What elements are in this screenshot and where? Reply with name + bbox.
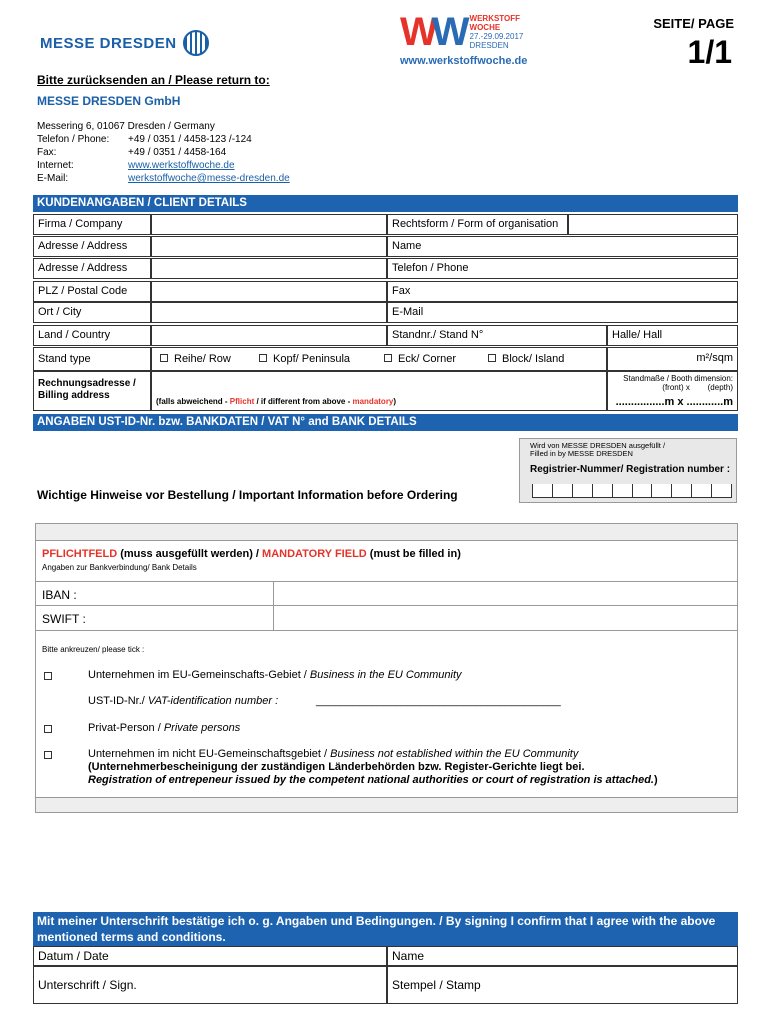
stand-type-options <box>151 347 607 371</box>
vat-id-field[interactable]: ________________________________________ <box>316 695 561 707</box>
city-field[interactable] <box>151 302 387 323</box>
phone-label: Telefon / Phone: <box>37 134 110 145</box>
return-label: Bitte zurücksenden an / Please return to: <box>37 73 270 87</box>
stand-number-field[interactable]: Standnr./ Stand N° <box>387 325 607 346</box>
email-label: E-Mail: <box>37 173 69 184</box>
checkbox-icon[interactable] <box>488 354 496 362</box>
vat-id-label: UST-ID-Nr./ VAT-identification number : <box>88 695 279 707</box>
address-label: Adresse / Address <box>33 236 151 257</box>
city-label: Ort / City <box>33 302 151 323</box>
iban-label: IBAN : <box>42 588 77 602</box>
registration-label: Registrier-Nummer/ Registration number : <box>530 464 731 475</box>
company-name: MESSE DRESDEN GmbH <box>37 94 181 108</box>
company-label: Firma / Company <box>33 214 151 235</box>
vat-bank-header: ANGABEN UST-ID-Nr. bzw. BANKDATEN / VAT N° and BANK DETAILS <box>33 414 738 431</box>
page-label: SEITE/ PAGE <box>653 16 734 31</box>
mandatory-heading: PFLICHTFELD (muss ausgefüllt werden) / MANDATORY FIELD (must be filled in) <box>42 548 461 560</box>
address-field[interactable] <box>151 236 387 257</box>
option-island[interactable]: Block/ Island <box>488 348 564 370</box>
registration-box: Wird von MESSE DRESDEN ausgefüllt / Filled in by MESSE DRESDEN Registrier-Nummer/ Registration number : <box>519 438 737 503</box>
signature-field[interactable]: Unterschrift / Sign. <box>33 966 387 1004</box>
postal-code-label: PLZ / Postal Code <box>33 281 151 302</box>
company-field[interactable] <box>151 214 387 235</box>
internet-label: Internet: <box>37 160 74 171</box>
ww-line: WOCHE <box>469 23 501 32</box>
internet-link[interactable]: www.werkstoffwoche.de <box>128 160 235 171</box>
signer-name-field[interactable]: Name <box>387 946 738 966</box>
phone-field[interactable]: Telefon / Phone <box>387 258 738 279</box>
iban-field[interactable] <box>273 582 737 605</box>
billing-label: Rechnungsadresse / Billing address <box>33 371 151 411</box>
date-field[interactable]: Datum / Date <box>33 946 387 966</box>
email-link[interactable]: werkstoffwoche@messe-dresden.de <box>128 173 290 184</box>
checkbox-non-eu-business[interactable] <box>44 751 52 759</box>
postal-code-field[interactable] <box>151 281 387 302</box>
country-field[interactable] <box>151 325 387 346</box>
address-label-2: Adresse / Address <box>33 258 151 279</box>
checkbox-icon[interactable] <box>160 354 168 362</box>
werkstoffwoche-logo <box>400 12 523 52</box>
client-details-header: KUNDENANGABEN / CLIENT DETAILS <box>33 195 738 212</box>
checkbox-private-person[interactable] <box>44 725 52 733</box>
fax-value: +49 / 0351 / 4458-164 <box>128 147 227 158</box>
registration-number-field[interactable] <box>532 484 732 498</box>
street: Messering 6, 01067 Dresden / Germany <box>37 121 215 132</box>
fax-field[interactable]: Fax <box>387 281 738 302</box>
mandatory-section <box>35 523 738 813</box>
ww-mark: WW <box>400 10 464 54</box>
option-row[interactable]: Reihe/ Row <box>160 348 231 370</box>
option-non-eu-business: Unternehmen im nicht EU-Gemeinschaftsgebiet / Business not established within the EU Community (Unternehmerbescheinigung der zuständigen Länderbehörden bzw. Register-Gerichte liegt bei. Registration of entrepeneur issued by the competent national authorities or court of registration is attached.) <box>88 748 658 786</box>
option-eu-business: Unternehmen im EU-Gemeinschafts-Gebiet / Business in the EU Community <box>88 669 462 681</box>
swift-field[interactable] <box>273 606 737 630</box>
sqm-field[interactable]: m²/sqm <box>607 347 738 371</box>
email-field[interactable]: E-Mail <box>387 302 738 323</box>
logo-text: MESSE DRESDEN <box>40 34 177 52</box>
checkbox-eu-business[interactable] <box>44 672 52 680</box>
legal-form-field[interactable] <box>568 214 738 235</box>
option-peninsula[interactable]: Kopf/ Peninsula <box>259 348 350 370</box>
address-field-2[interactable] <box>151 258 387 279</box>
hall-field[interactable]: Halle/ Hall <box>607 325 738 346</box>
messe-dresden-logo <box>40 30 209 56</box>
ww-line: 27.-29.09.2017 <box>469 32 524 41</box>
bank-details-subtitle: Angaben zur Bankverbindung/ Bank Details <box>42 563 197 572</box>
stand-type-label: Stand type <box>33 347 151 371</box>
globe-icon <box>183 30 209 56</box>
page-number: 1/1 <box>687 34 732 70</box>
booth-dimension-field[interactable]: Standmaße / Booth dimension: (front) x (depth) ................m x ............m <box>607 371 738 411</box>
fax-label: Fax: <box>37 147 57 158</box>
swift-label: SWIFT : <box>42 612 86 626</box>
ww-line: DRESDEN <box>469 41 509 50</box>
name-field[interactable]: Name <box>387 236 738 257</box>
option-private-person: Privat-Person / Private persons <box>88 722 241 734</box>
option-corner[interactable]: Eck/ Corner <box>384 348 456 370</box>
signature-confirmation: Mit meiner Unterschrift bestätige ich o. g. Angaben und Bedingungen. / By signing I confirm that I agree with the above mentioned terms and conditions. <box>33 912 738 946</box>
legal-form-label: Rechtsform / Form of organisation <box>387 214 568 235</box>
country-label: Land / Country <box>33 325 151 346</box>
event-url[interactable]: www.werkstoffwoche.de <box>400 55 528 67</box>
phone-value: +49 / 0351 / 4458-123 /-124 <box>128 134 252 145</box>
checkbox-icon[interactable] <box>259 354 267 362</box>
stamp-field[interactable]: Stempel / Stamp <box>387 966 738 1004</box>
address-block <box>37 120 290 185</box>
important-info-title: Wichtige Hinweise vor Bestellung / Important Information before Ordering <box>37 488 458 502</box>
billing-field[interactable]: (falls abweichend - Pflicht / if different from above - mandatory) <box>151 371 607 411</box>
tick-instruction: Bitte ankreuzen/ please tick : <box>42 645 145 654</box>
ww-line: WERKSTOFF <box>469 14 521 23</box>
checkbox-icon[interactable] <box>384 354 392 362</box>
